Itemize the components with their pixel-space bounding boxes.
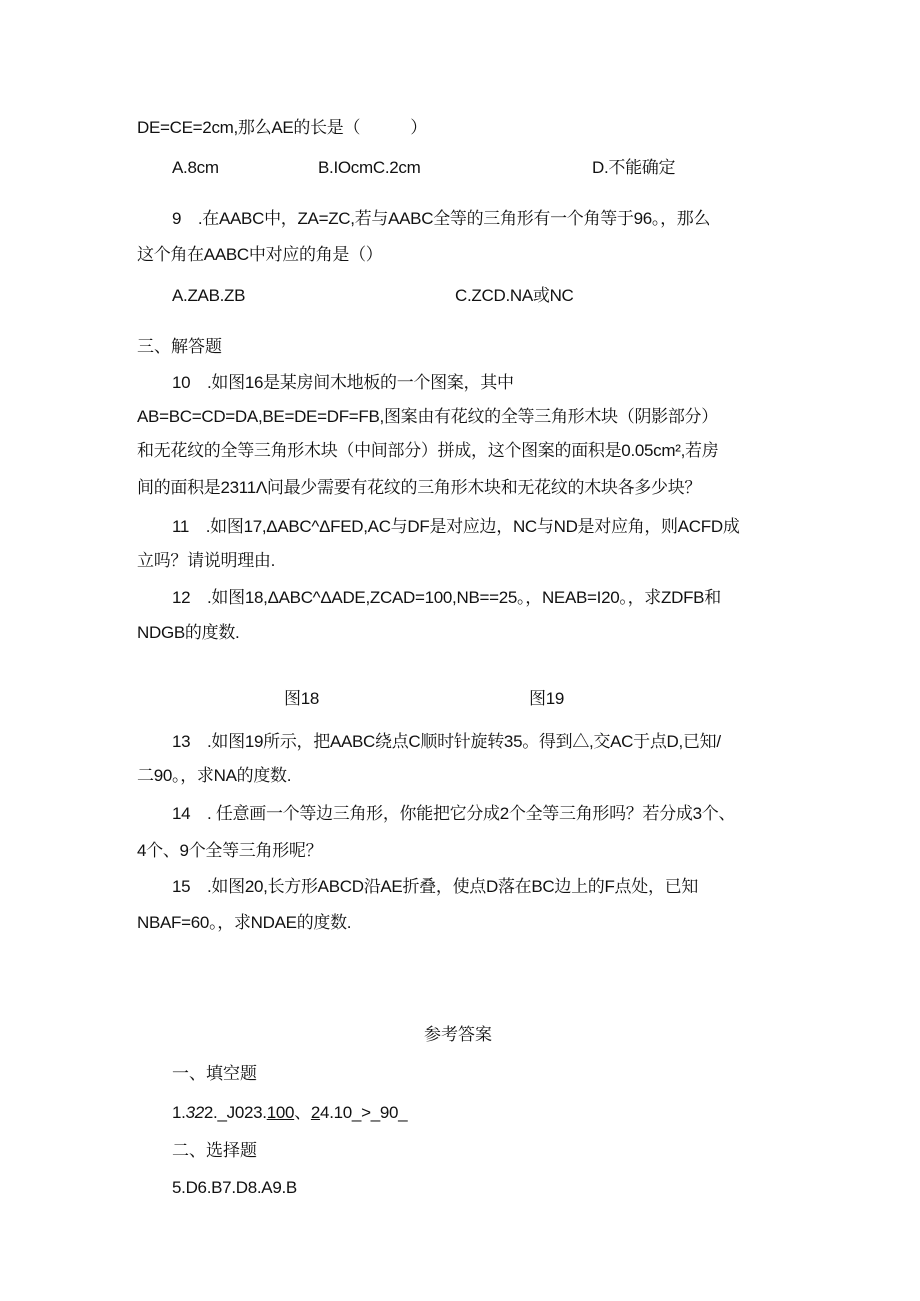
answer-fill-part: 1. [172, 1103, 186, 1122]
answers-section-fill-in: 一、填空题 [172, 1064, 257, 1084]
figure-19-caption: 图19 [529, 689, 565, 708]
q10-line-3: 和无花纹的全等三角形木块（中间部分）拼成，这个图案的面积是0.05cm²,若房 [137, 441, 719, 460]
q12-line-2: NDGB的度数. [137, 623, 240, 642]
answers-section-choice: 二、选择题 [172, 1141, 257, 1161]
q9-option-a-b: A.ZAB.ZB [172, 286, 246, 305]
answers-fill-in [172, 1102, 407, 1124]
q11-line-1: 11 .如图17,ΔABC^ΔFED,AC与DF是对应边，NC与ND是对应角，则ACFD成 [172, 517, 740, 536]
answer-fill-part: 4.10_>_90_ [320, 1103, 408, 1122]
answer-fill-part: 、 [294, 1103, 311, 1122]
q15-line-1: 15 .如图20,长方形ABCD沿AE折叠，使点D落在BC边上的F点处，已知 [172, 877, 699, 896]
figure-18-caption: 图18 [284, 689, 320, 708]
q8-stem: DE=CE=2cm,那么AE的长是（ ） [137, 118, 428, 137]
q9-line-2: 这个角在AABC中对应的角是（） [137, 245, 383, 264]
section-heading-answers-problems: 三、解答题 [137, 337, 222, 357]
q10-line-2: AB=BC=CD=DA,BE=DE=DF=FB,图案由有花纹的全等三角形木块（阴影部分） [137, 407, 718, 426]
answer-fill-part: 32 [185, 1103, 204, 1122]
q11-line-2: 立吗？请说明理由. [137, 551, 276, 570]
q14-line-2: 4个、9个全等三角形呢？ [137, 841, 323, 860]
q15-line-2: NBAF=60。，求NDAE的度数. [137, 913, 352, 932]
q13-line-1: 13 .如图19所示，把AABC绕点C顺时针旋转35。得到△,交AC于点D,已知/ [172, 732, 721, 751]
q8-option-a: A.8cm [172, 158, 219, 177]
answers-choice: 5.D6.B7.D8.A9.B [172, 1178, 297, 1197]
q10-line-1: 10 .如图16是某房间木地板的一个图案，其中 [172, 373, 514, 392]
answers-title: 参考答案 [424, 1025, 492, 1045]
q9-option-c-d: C.ZCD.NA或NC [455, 286, 574, 305]
q8-option-b-c: B.IOcmC.2cm [318, 158, 421, 177]
q12-line-1: 12 .如图18,ΔABC^ΔADE,ZCAD=100,NB==25。，NEAB=I20。，求ZDFB和 [172, 588, 721, 607]
answer-fill-underlined: 2 [310, 1103, 321, 1122]
q9-line-1: 9 .在AABC中，ZA=ZC,若与AABC全等的三角形有一个角等于96。，那么 [172, 209, 711, 228]
q14-line-1: 14 . 任意画一个等边三角形，你能把它分成2个全等三角形吗？若分成3个、 [172, 804, 736, 823]
answer-fill-underlined: 100 [266, 1103, 295, 1122]
q10-line-4: 间的面积是2311Λ问最少需要有花纹的三角形木块和无花纹的木块各多少块？ [137, 478, 702, 497]
q13-line-2: 二90。，求NA的度数. [137, 766, 292, 785]
q8-option-d: D.不能确定 [592, 158, 676, 177]
answer-fill-part: 2._J023. [203, 1103, 267, 1122]
